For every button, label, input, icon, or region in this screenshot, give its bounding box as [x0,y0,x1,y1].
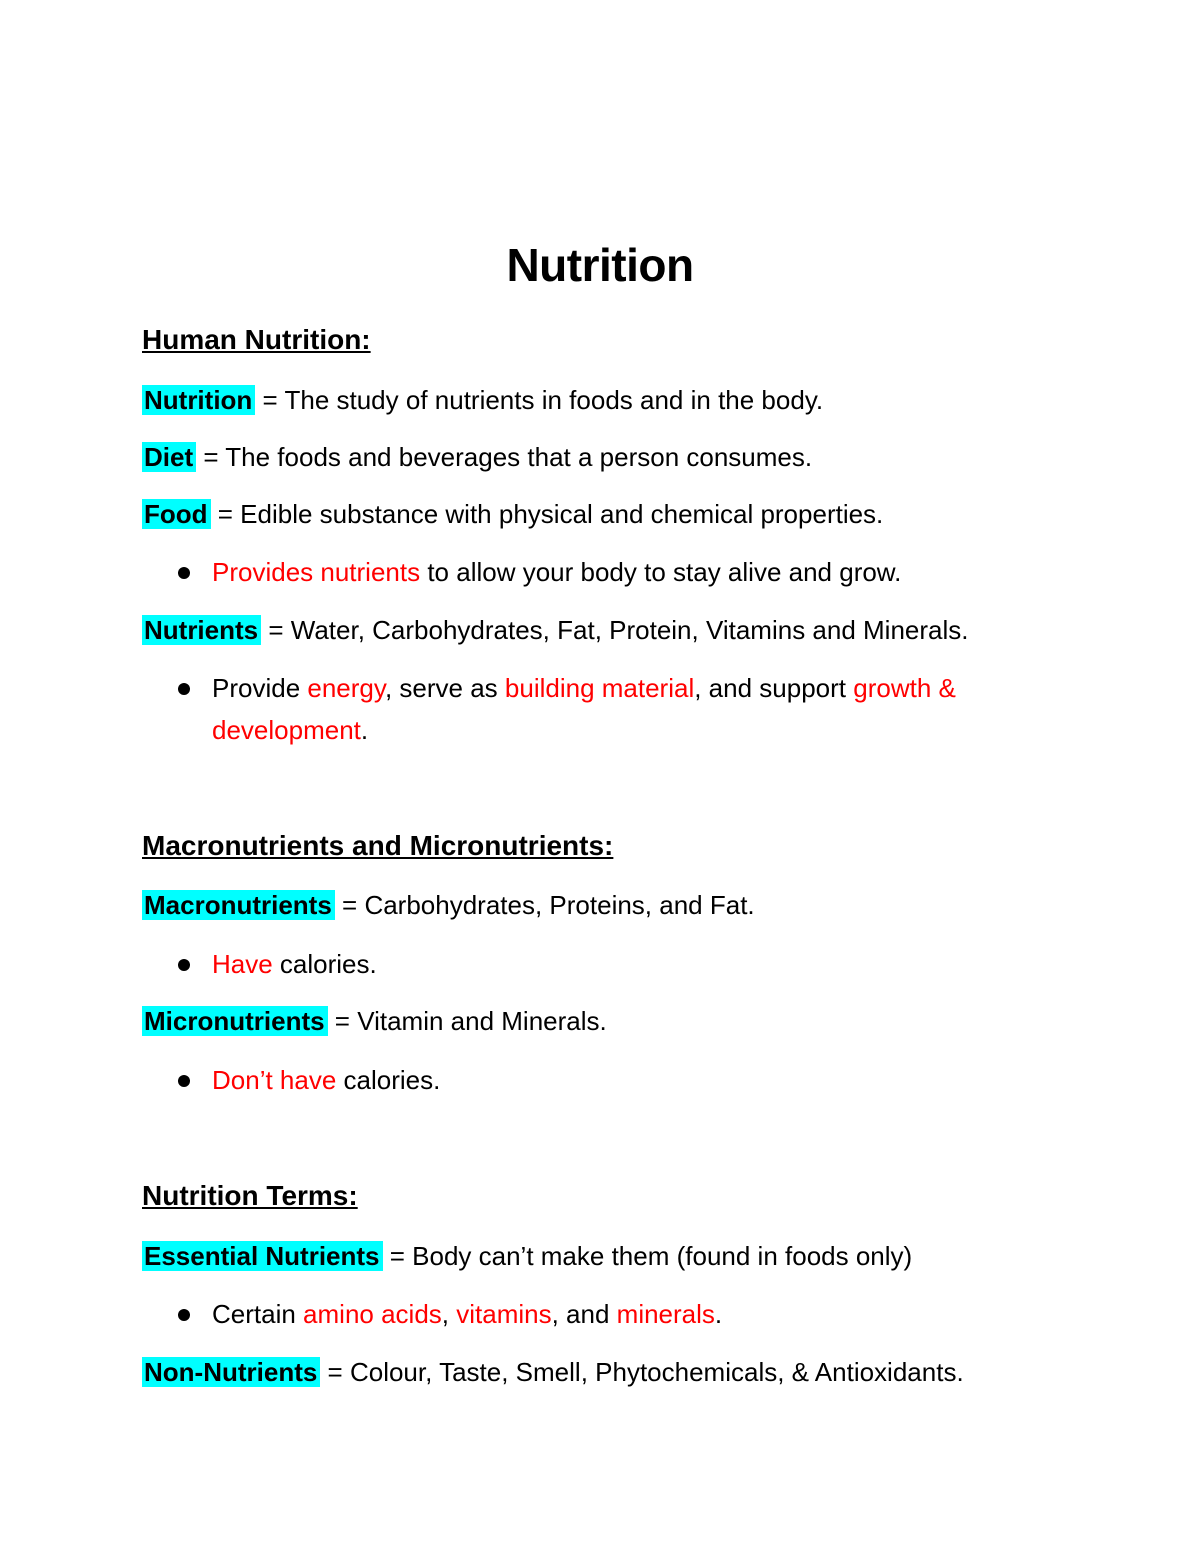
bullet-text: , serve as [384,673,505,703]
section-heading-nutrition-terms: Nutrition Terms: [142,1180,358,1211]
bullet-text: , [441,1299,457,1329]
bullet-essential-nutrients [212,1298,722,1330]
bullet-icon [178,1075,190,1087]
emphasis-text: Don’t have [212,1065,337,1095]
term-micronutrients: Micronutrients [142,1006,328,1036]
definition-text: = Vitamin and Minerals. [327,1006,607,1036]
definition-diet [142,441,812,473]
definition-text: = Edible substance with physical and chemical properties. [210,499,884,529]
emphasis-text: growth & [853,673,956,703]
bullet-food [212,556,901,588]
section-heading-human-nutrition: Human Nutrition: [142,324,371,355]
emphasis-text: vitamins [456,1299,552,1329]
definition-text: = The study of nutrients in foods and in the body. [255,385,824,415]
emphasis-text: amino acids [303,1299,442,1329]
definition-macronutrients [142,889,755,921]
bullet-macronutrients [212,948,377,980]
term-essential-nutrients: Essential Nutrients [142,1241,383,1271]
bullet-icon [178,567,190,579]
bullet-text: calories. [336,1065,441,1095]
bullet-text: , and [551,1299,617,1329]
term-diet: Diet [142,442,196,472]
term-food: Food [142,499,211,529]
definition-text: = Colour, Taste, Smell, Phytochemicals, & Antioxidants. [320,1357,964,1387]
definition-text: = Body can’t make them (found in foods only) [382,1241,913,1271]
bullet-nutrients-line1 [212,672,956,704]
emphasis-text: minerals [616,1299,715,1329]
emphasis-text: Have [212,949,273,979]
emphasis-text: development [212,715,361,745]
definition-non-nutrients [142,1356,964,1388]
emphasis-text: building material [504,673,695,703]
term-non-nutrients: Non-Nutrients [142,1357,320,1387]
definition-nutrition [142,384,823,416]
bullet-icon [178,1309,190,1321]
definition-text: = Carbohydrates, Proteins, and Fat. [334,890,755,920]
section-heading-macro-micro: Macronutrients and Micronutrients: [142,830,614,861]
definition-food [142,498,883,530]
bullet-icon [178,959,190,971]
bullet-text: , and support [694,673,854,703]
bullet-micronutrients [212,1064,440,1096]
bullet-text: . [360,715,369,745]
bullet-text: Provide [212,673,308,703]
bullet-nutrients-line2 [212,714,368,746]
bullet-icon [178,683,190,695]
bullet-text: . [714,1299,723,1329]
bullet-text: calories. [272,949,377,979]
definition-essential-nutrients [142,1240,912,1272]
emphasis-text: energy [307,673,385,703]
page-title: Nutrition [506,239,694,291]
bullet-text: to allow your body to stay alive and grow. [420,557,902,587]
term-nutrition: Nutrition [142,385,255,415]
definition-micronutrients [142,1005,607,1037]
definition-text: = Water, Carbohydrates, Fat, Protein, Vitamins and Minerals. [261,615,969,645]
bullet-text: Certain [212,1299,304,1329]
definition-nutrients [142,614,969,646]
term-macronutrients: Macronutrients [142,890,335,920]
definition-text: = The foods and beverages that a person consumes. [196,442,813,472]
emphasis-text: Provides nutrients [212,557,421,587]
term-nutrients: Nutrients [142,615,261,645]
